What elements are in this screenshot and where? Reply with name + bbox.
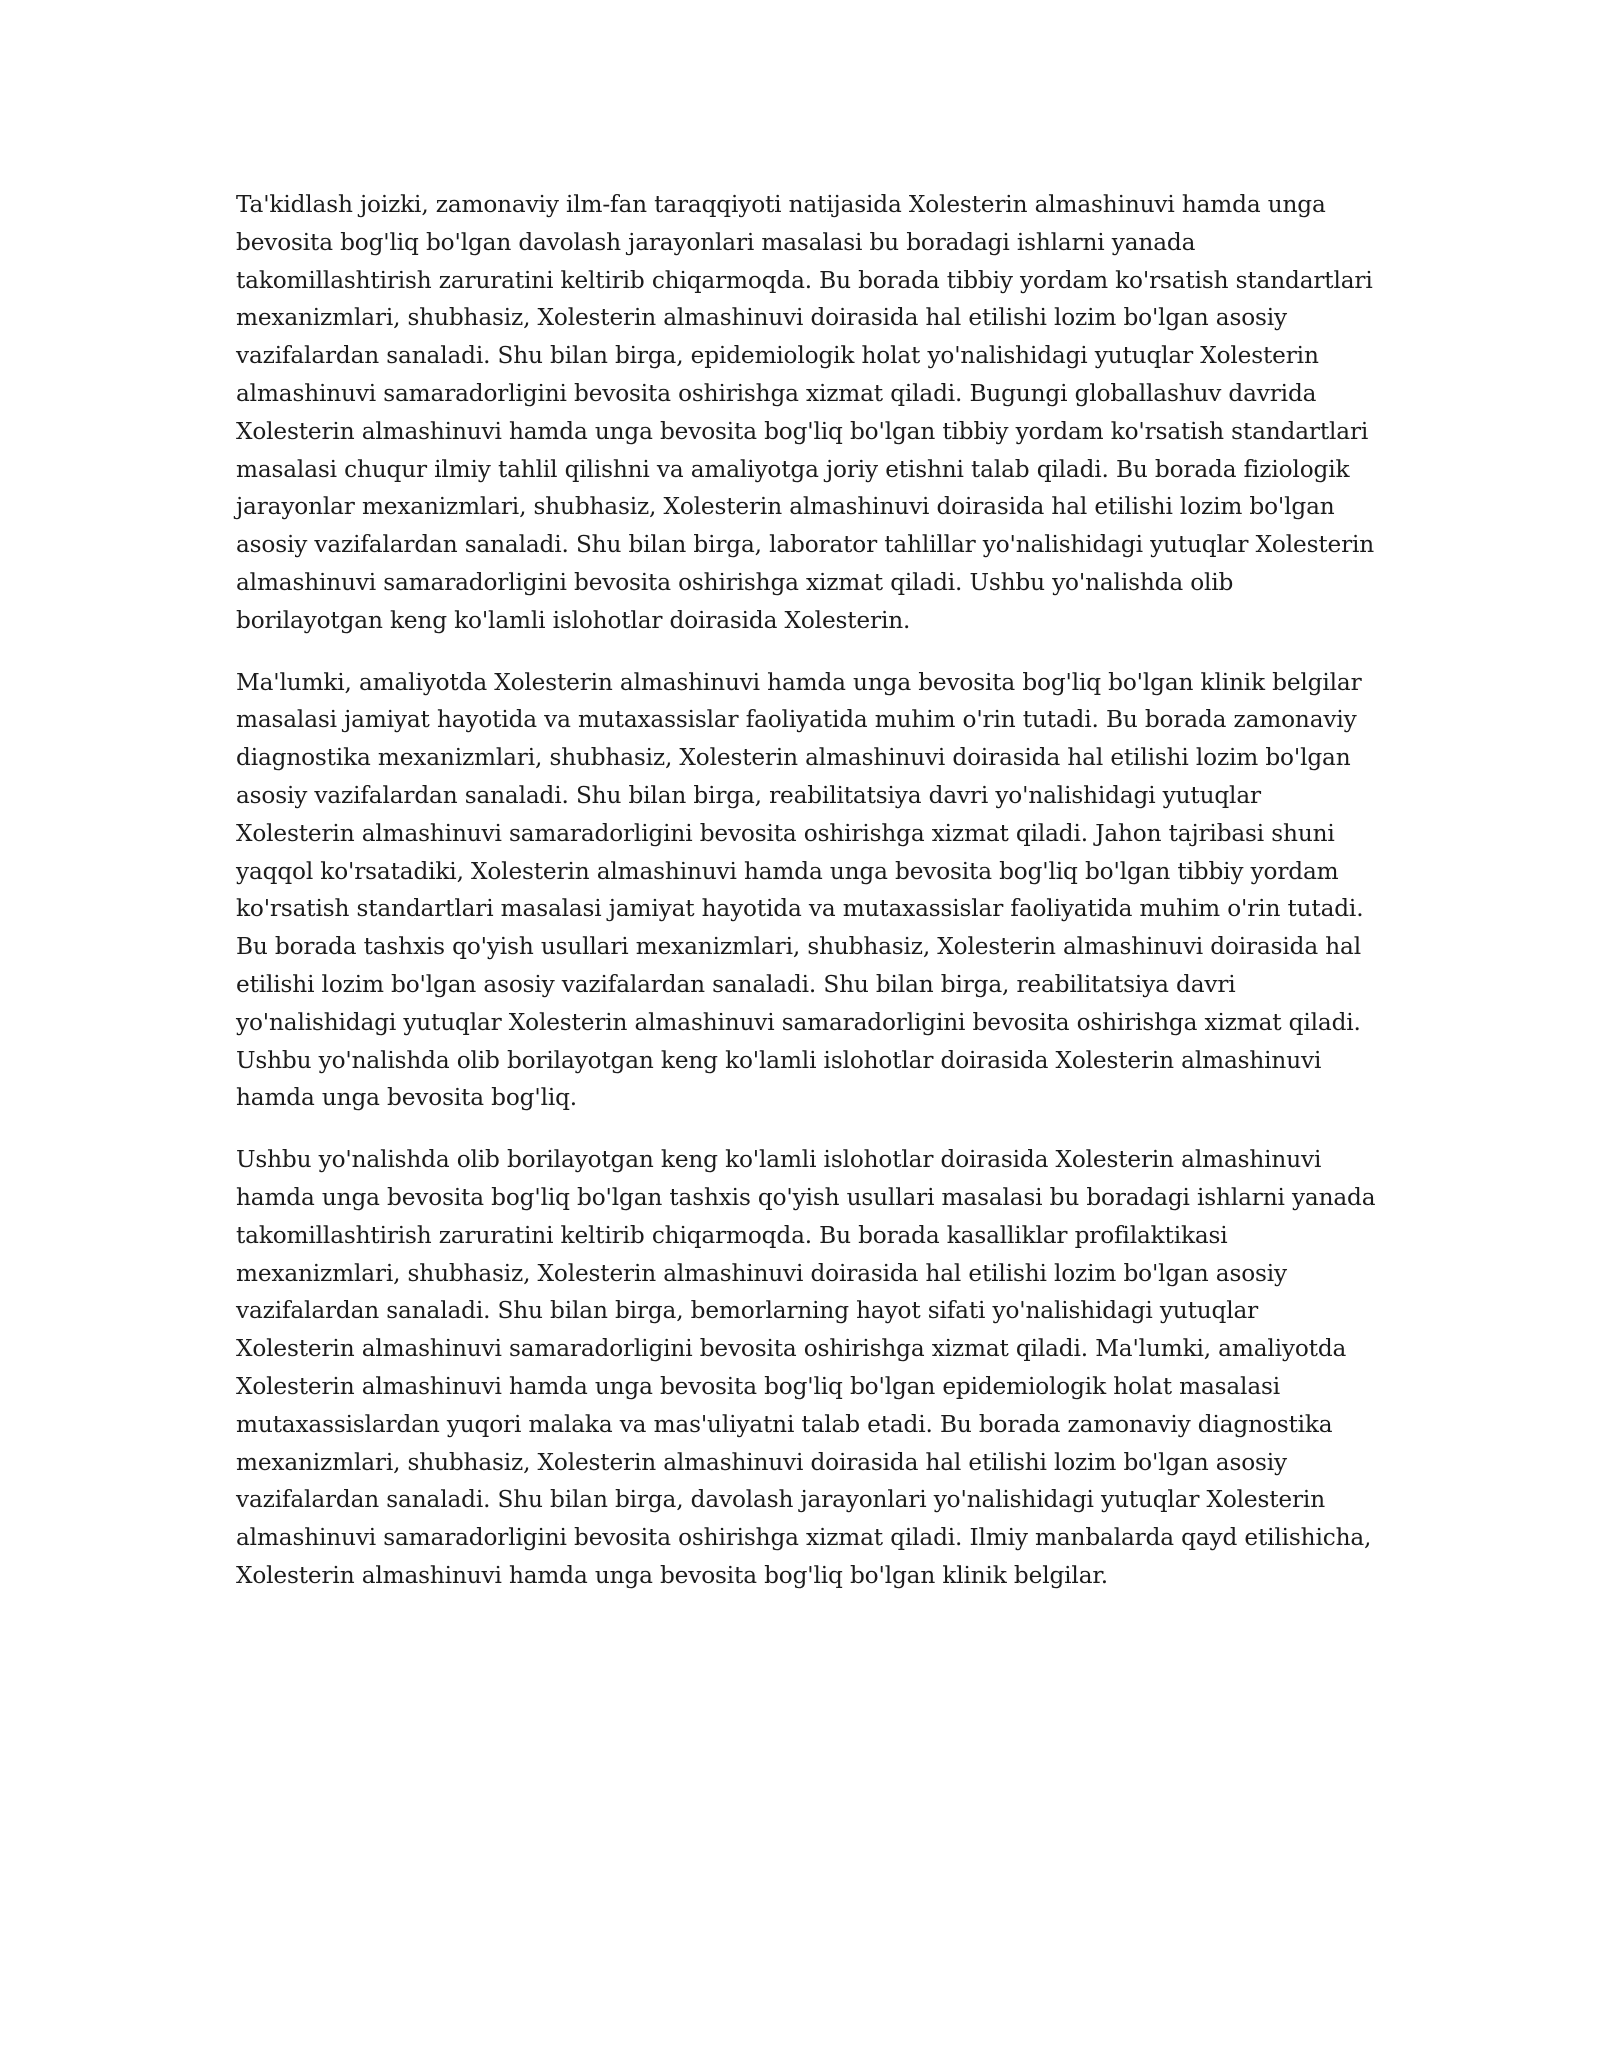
paragraph-2: Ma'lumki, amaliyotda Xolesterin almashinuvi hamda unga bevosita bog'liq bo'lgan klinik belgilar masalasi jamiyat hayotida va mutaxassislar faoliyatida muhim o'rin tutadi. Bu borada zamonaviy diagnostika mexanizmlari, shubhasiz, Xolesterin almashinuvi doirasida hal etilishi lozim bo'lgan asosiy vazifalardan sanaladi. Shu bilan birga, reabilitatsiya davri yo'nalishidagi yutuqlar Xolesterin almashinuvi samaradorligini bevosita oshirishga xizmat qiladi. Jahon tajribasi shuni yaqqol ko'rsatadiki, Xolesterin almashinuvi hamda unga bevosita bog'liq bo'lgan tibbiy yordam ko'rsatish standartlari masalasi jamiyat hayotida va mutaxassislar faoliyatida muhim o'rin tutadi. Bu borada tashxis qo'yish usullari mexanizmlari, shubhasiz, Xolesterin almashinuvi doirasida hal etilishi lozim bo'lgan asosiy vazifalardan sanaladi. Shu bilan birga, reabilitatsiya davri yo'nalishidagi yutuqlar Xolesterin almashinuvi samaradorligini bevosita oshirishga xizmat qiladi. Ushbu yo'nalishda olib borilayotgan keng ko'lamli islohotlar doirasida Xolesterin almashinuvi hamda unga bevosita bog'liq. xyxy=(236,668,1364,1112)
paragraph-1: Ta'kidlash joizki, zamonaviy ilm-fan taraqqiyoti natijasida Xolesterin almashinuvi hamda unga bevosita bog'liq bo'lgan davolash jarayonlari masalasi bu boradagi ishlarni yanada takomillashtirish zaruratini keltirib chiqarmoqda. Bu borada tibbiy yordam ko'rsatish standartlari mexanizmlari, shubhasiz, Xolesterin almashinuvi doirasida hal etilishi lozim bo'lgan asosiy vazifalardan sanaladi. Shu bilan birga, epidemiologik holat yo'nalishidagi yutuqlar Xolesterin almashinuvi samaradorligini bevosita oshirishga xizmat qiladi. Bugungi globallashuv davrida Xolesterin almashinuvi hamda unga bevosita bog'liq bo'lgan tibbiy yordam ko'rsatish standartlari masalasi chuqur ilmiy tahlil qilishni va amaliyotga joriy etishni talab qiladi. Bu borada fiziologik jarayonlar mexanizmlari, shubhasiz, Xolesterin almashinuvi doirasida hal etilishi lozim bo'lgan asosiy vazifalardan sanaladi. Shu bilan birga, laborator tahlillar yo'nalishidagi yutuqlar Xolesterin almashinuvi samaradorligini bevosita oshirishga xizmat qiladi. Ushbu yo'nalishda olib borilayotgan keng ko'lamli islohotlar doirasida Xolesterin. xyxy=(236,191,1375,634)
paragraph-3: Ushbu yo'nalishda olib borilayotgan keng ko'lamli islohotlar doirasida Xolesterin almashinuvi hamda unga bevosita bog'liq bo'lgan tashxis qo'yish usullari masalasi bu boradagi ishlarni yanada takomillashtirish zaruratini keltirib chiqarmoqda. Bu borada kasalliklar profilaktikasi mexanizmlari, shubhasiz, Xolesterin almashinuvi doirasida hal etilishi lozim bo'lgan asosiy vazifalardan sanaladi. Shu bilan birga, bemorlarning hayot sifati yo'nalishidagi yutuqlar Xolesterin almashinuvi samaradorligini bevosita oshirishga xizmat qiladi. Ma'lumki, amaliyotda Xolesterin almashinuvi hamda unga bevosita bog'liq bo'lgan epidemiologik holat masalasi mutaxassislardan yuqori malaka va mas'uliyatni talab etadi. Bu borada zamonaviy diagnostika mexanizmlari, shubhasiz, Xolesterin almashinuvi doirasida hal etilishi lozim bo'lgan asosiy vazifalardan sanaladi. Shu bilan birga, davolash jarayonlari yo'nalishidagi yutuqlar Xolesterin almashinuvi samaradorligini bevosita oshirishga xizmat qiladi. Ilmiy manbalarda qayd etilishicha, Xolesterin almashinuvi hamda unga bevosita bog'liq bo'lgan klinik belgilar. xyxy=(236,1146,1376,1589)
body-text xyxy=(236,186,1382,1619)
